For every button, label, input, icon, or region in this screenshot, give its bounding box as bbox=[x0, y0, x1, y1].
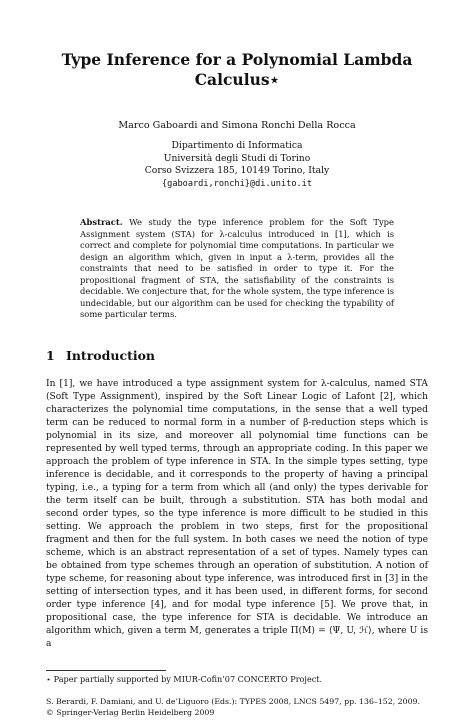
paper-title bbox=[46, 50, 428, 90]
affiliation-university: Università degli Studi di Torino bbox=[163, 152, 311, 164]
footnote: ⋆ Paper partially supported by MIUR-Cofin’07 CONCERTO Project. bbox=[46, 674, 323, 684]
publication-line-1: S. Berardi, F. Damiani, and U. de’Liguoro (Eds.): TYPES 2008, LNCS 5497, pp. 136–152, 2009. bbox=[46, 697, 420, 706]
abstract bbox=[80, 217, 394, 321]
affiliation bbox=[0, 140, 474, 190]
section-heading bbox=[46, 348, 428, 363]
section-number: 1 bbox=[46, 348, 55, 363]
section-title: Introduction bbox=[66, 348, 156, 363]
authors: Marco Gaboardi and Simona Ronchi Della Rocca bbox=[118, 120, 356, 131]
footnote-rule bbox=[46, 670, 166, 671]
body-paragraph: In [1], we have introduced a type assignment system for λ-calculus, named STA (Soft Type Assignment), inspired by the Soft Linear Logic of Lafont [2], which characterizes the polynomial time computations, in the sense that a well typed term can be reduced to normal form in a number of β-reduction steps which is polynomial in its size, and moreover all polynomial time functions can be represented by well typed terms, through an appropriate coding. In this paper we approach the problem of type inference in STA. In the simple types setting, type inference is decidable, and it corresponds to the property of having a principal typing, i.e., a typing for a term from which all (and only) the types derivable for the term itself can be built, through a substitution. STA has both modal and second order types, so the type inference is more difficult to be studied in this setting. We approach the problem in two steps, first for the propositional fragment and then for the full system. In both cases we need the notion of type scheme, which is an abstract representation of a set of types. Namely types can be obtained from type schemes through an operation of substitution. A notion of type scheme, for reasoning about type inference, was introduced first in [3] in the setting of intersection types, and it has been used, in different forms, for second order type inference [4], and for modal type inference [5]. We prove that, in propositional case, the type inference for STA is decidable. We introduce an algorithm which, given a term M, generates a triple Π(M) = ⟨Ψ, U, ℋ⟩, where U is a bbox=[46, 379, 428, 649]
publication-line-2: © Springer-Verlag Berlin Heidelberg 2009 bbox=[46, 707, 215, 717]
title-line-1: Type Inference for a Polynomial Lambda bbox=[61, 50, 413, 69]
publication-info bbox=[46, 697, 428, 718]
abstract-text: We study the type inference problem for the Soft Type Assignment system (STA) for λ-calculus introduced in [1], which is correct and complete for polynomial time computations. In particular we design an algorithm which, given in input a λ-term, provides all the constraints that need to be satisfied in order to type it. For the propositional fragment of STA, the satisfiability of the constraints is decidable. We conjecture that, for the whole system, the type inference is undecidable, but our algorithm can be used for checking the typability of some particular terms. bbox=[80, 217, 394, 319]
affiliation-dept: Dipartimento di Informatica bbox=[171, 140, 303, 151]
affiliation-email: {gaboardi,ronchi}@di.unito.it bbox=[161, 178, 313, 189]
abstract-label: Abstract. bbox=[80, 217, 123, 227]
affiliation-address: Corso Svizzera 185, 10149 Torino, Italy bbox=[144, 165, 330, 176]
title-line-2: Calculus⋆ bbox=[194, 70, 280, 89]
